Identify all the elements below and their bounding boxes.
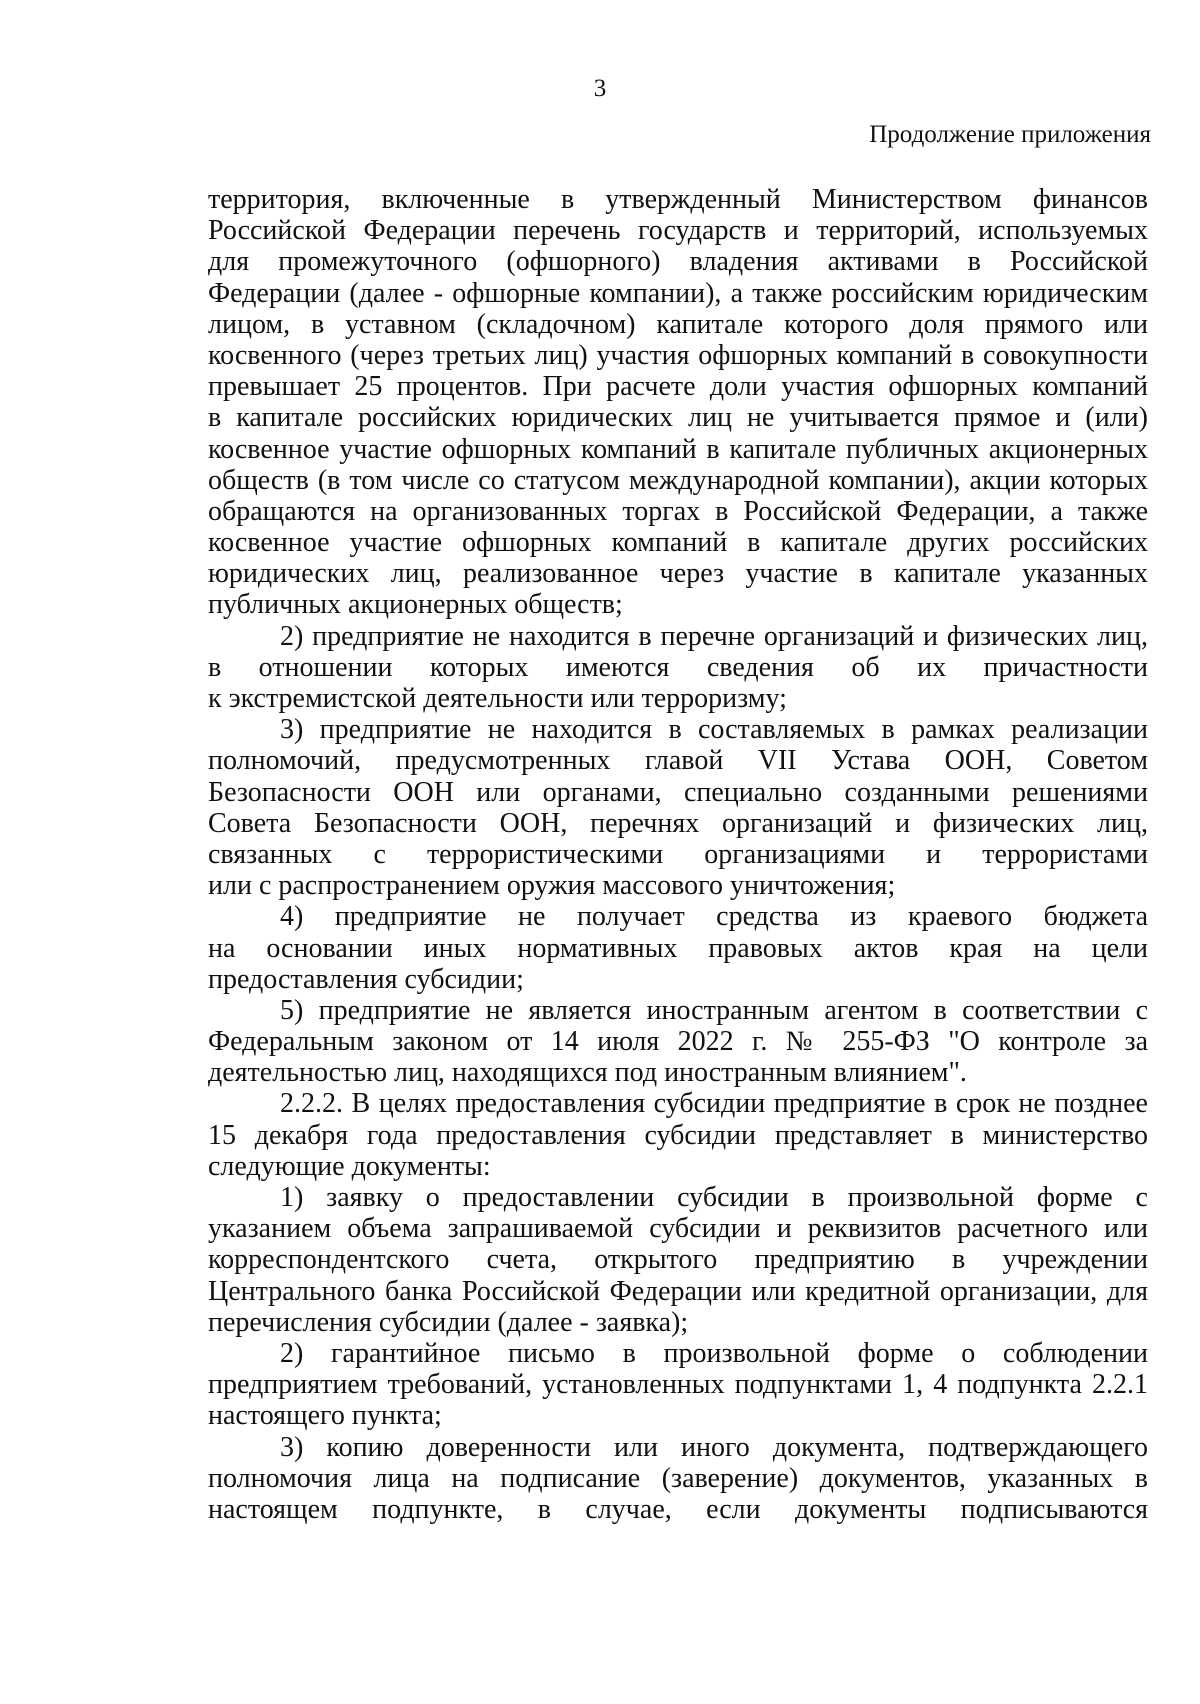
text-line: настоящем подпункте, в случае, если документы подписываются — [208, 1493, 1148, 1525]
text-line: связанных с террористическими организациями и террористами — [208, 838, 1148, 870]
text-line: в отношении которых имеются сведения об их причастности — [208, 651, 1148, 683]
text-line: следующие документы: — [208, 1150, 491, 1182]
text-line: полномочий, предусмотренных главой VII Устава ООН, Советом — [208, 745, 1148, 777]
text-line: Безопасности ООН или органами, специально созданными решениями — [208, 776, 1148, 808]
text-line: перечисления субсидии (далее - заявка); — [208, 1306, 689, 1338]
text-line: 3) копию доверенности или иного документа, подтверждающего — [280, 1431, 1148, 1463]
text-line: или с распространением оружия массового уничтожения; — [208, 870, 896, 902]
continuation-label: Продолжение приложения — [869, 121, 1151, 148]
text-line: в капитале российских юридических лиц не учитывается прямое и (или) — [208, 402, 1148, 434]
text-line: косвенного (через третьих лиц) участия офшорных компаний в совокупности — [208, 339, 1148, 371]
text-line: 2.2.2. В целях предоставления субсидии предприятие в срок не позднее — [280, 1088, 1148, 1120]
text-line: настоящего пункта; — [208, 1400, 442, 1432]
text-line: деятельностью лиц, находящихся под иностранным влиянием". — [208, 1057, 967, 1089]
text-line: Российской Федерации перечень государств и территорий, используемых — [208, 215, 1148, 247]
text-line: к экстремистской деятельности или терроризму; — [208, 683, 787, 714]
text-line: обращаются на организованных торгах в Российской Федерации, а также — [208, 495, 1148, 527]
text-line: полномочия лица на подписание (заверение) документов, указанных в — [208, 1462, 1148, 1494]
text-line: указанием объема запрашиваемой субсидии и реквизитов расчетного или — [208, 1213, 1148, 1245]
text-line: предприятием требований, установленных подпунктами 1, 4 подпункта 2.2.1 — [208, 1369, 1148, 1401]
text-line: публичных акционерных обществ; — [208, 589, 623, 621]
text-line: Центрального банка Российской Федерации или кредитной организации, для — [208, 1275, 1148, 1307]
text-line: 3) предприятие не находится в составляемых в рамках реализации — [280, 714, 1148, 746]
text-line: 1) заявку о предоставлении субсидии в произвольной форме с — [280, 1182, 1148, 1213]
text-line: обществ (в том числе со статусом международной компании), акции которых — [208, 464, 1148, 496]
text-line: 4) предприятие не получает средства из краевого бюджета — [280, 901, 1148, 933]
text-line: Федерации (далее - офшорные компании), а также российским юридическим — [208, 277, 1148, 309]
text-line: 15 декабря года предоставления субсидии представляет в министерство — [208, 1119, 1148, 1151]
text-line: предоставления субсидии; — [208, 963, 524, 995]
body-text — [208, 184, 1148, 1525]
text-line: Федеральным законом от 14 июля 2022 г. № 255-ФЗ "О контроле за — [208, 1026, 1148, 1058]
text-line: 5) предприятие не является иностранным агентом в соответствии с — [280, 994, 1148, 1026]
text-line: юридических лиц, реализованное через участие в капитале указанных — [208, 558, 1148, 590]
text-line: лицом, в уставном (складочном) капитале которого доля прямого или — [208, 308, 1148, 340]
page-number: 3 — [593, 75, 607, 102]
text-line: корреспондентского счета, открытого предприятию в учреждении — [208, 1244, 1148, 1276]
text-line: на основании иных нормативных правовых актов края на цели — [208, 932, 1148, 964]
text-line: территория, включенные в утвержденный Министерством финансов — [208, 184, 1148, 215]
text-line: превышает 25 процентов. При расчете доли участия офшорных компаний — [208, 371, 1148, 403]
text-line: косвенное участие офшорных компаний в капитале других российских — [208, 527, 1148, 559]
text-line: 2) гарантийное письмо в произвольной форме о соблюдении — [280, 1337, 1148, 1369]
text-line: Совета Безопасности ООН, перечнях организаций и физических лиц, — [208, 807, 1148, 839]
text-line: 2) предприятие не находится в перечне организаций и физических лиц, — [280, 620, 1148, 652]
text-line: для промежуточного (офшорного) владения активами в Российской — [208, 246, 1148, 278]
text-line: косвенное участие офшорных компаний в капитале публичных акционерных — [208, 433, 1148, 465]
